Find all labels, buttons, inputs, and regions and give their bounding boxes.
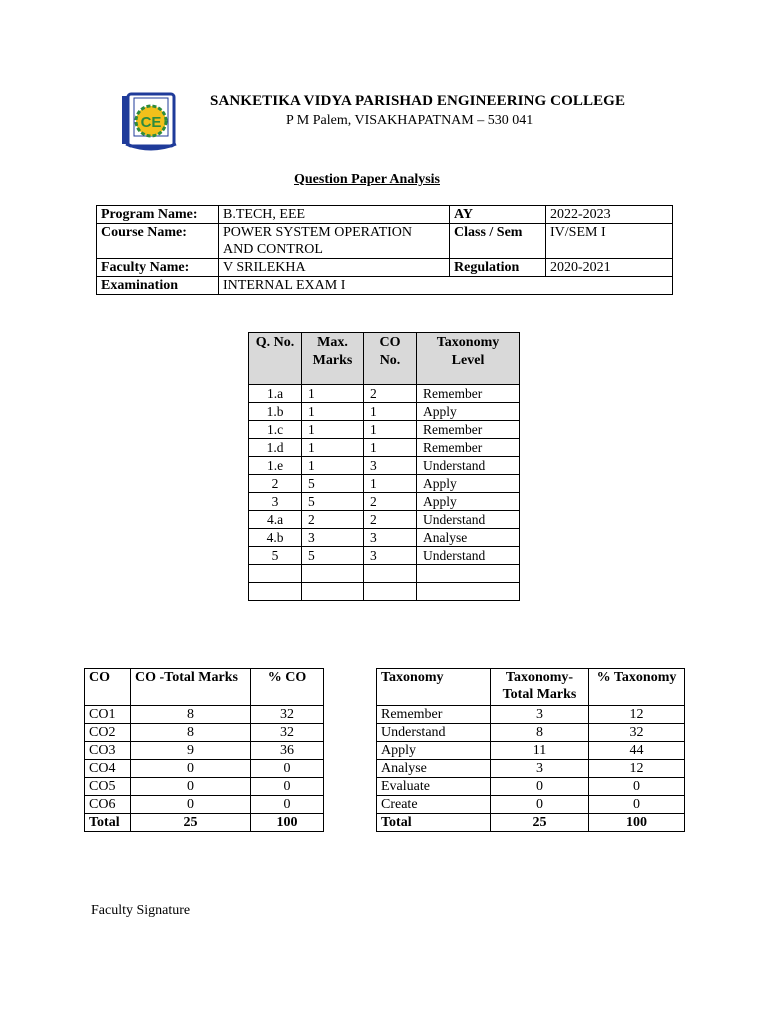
cell-q-no xyxy=(249,583,302,601)
question-row xyxy=(249,547,520,565)
cell-taxonomy-level: Understand xyxy=(417,457,520,475)
question-row xyxy=(249,565,520,583)
header-taxonomy: Taxonomy xyxy=(377,669,491,706)
header-percent-taxonomy: % Taxonomy xyxy=(589,669,685,706)
info-row xyxy=(97,259,673,277)
cell-co-no: 1 xyxy=(364,475,417,493)
question-row xyxy=(249,403,520,421)
cell-co: CO6 xyxy=(85,796,131,814)
cell-max-marks xyxy=(302,565,364,583)
cell-percent-taxonomy: 12 xyxy=(589,760,685,778)
cell-co-no: 3 xyxy=(364,547,417,565)
question-row xyxy=(249,421,520,439)
cell-percent-co: 36 xyxy=(251,742,324,760)
cell-co-no xyxy=(364,583,417,601)
cell-percent-taxonomy: 32 xyxy=(589,724,685,742)
cell-max-marks: 5 xyxy=(302,475,364,493)
header-co: CO xyxy=(85,669,131,706)
cell-taxonomy: Remember xyxy=(377,706,491,724)
cell-taxonomy: Analyse xyxy=(377,760,491,778)
cell-co: CO3 xyxy=(85,742,131,760)
question-row xyxy=(249,511,520,529)
cell-co-no xyxy=(364,565,417,583)
cell-max-marks xyxy=(302,583,364,601)
total-cell-co: Total xyxy=(85,814,131,832)
taxonomy-table-row xyxy=(377,778,685,796)
header-co-no: CO No. xyxy=(364,333,417,385)
class-label: Class / Sem xyxy=(450,224,546,259)
regulation-value: 2020-2021 xyxy=(546,259,673,277)
question-row xyxy=(249,457,520,475)
cell-co-total-marks: 0 xyxy=(131,760,251,778)
cell-q-no: 1.c xyxy=(249,421,302,439)
cell-taxonomy-level: Understand xyxy=(417,547,520,565)
cell-co-no: 1 xyxy=(364,403,417,421)
cell-taxonomy: Understand xyxy=(377,724,491,742)
cell-co-no: 3 xyxy=(364,529,417,547)
question-analysis-table xyxy=(248,332,520,601)
cell-q-no: 1.d xyxy=(249,439,302,457)
faculty-value: V SRILEKHA xyxy=(219,259,450,277)
cell-taxonomy-level: Remember xyxy=(417,385,520,403)
taxonomy-table-row xyxy=(377,706,685,724)
taxonomy-summary-table xyxy=(376,668,685,832)
faculty-signature-label: Faculty Signature xyxy=(91,903,191,918)
cell-co-total-marks: 9 xyxy=(131,742,251,760)
question-row xyxy=(249,529,520,547)
cell-q-no: 1.e xyxy=(249,457,302,475)
header-max-marks: Max. Marks xyxy=(302,333,364,385)
co-table-row xyxy=(85,778,324,796)
question-row xyxy=(249,439,520,457)
info-row xyxy=(97,224,673,259)
question-table-header xyxy=(249,333,520,385)
cell-max-marks: 2 xyxy=(302,511,364,529)
cell-percent-taxonomy: 0 xyxy=(589,796,685,814)
cell-taxonomy-level: Understand xyxy=(417,511,520,529)
cell-taxonomy-level: Apply xyxy=(417,403,520,421)
cell-percent-co: 0 xyxy=(251,778,324,796)
cell-percent-taxonomy: 12 xyxy=(589,706,685,724)
cell-co-no: 1 xyxy=(364,439,417,457)
co-table-header xyxy=(85,669,324,706)
logo-lettering: CE xyxy=(140,114,162,131)
header-percent-co: % CO xyxy=(251,669,324,706)
regulation-label: Regulation xyxy=(450,259,546,277)
cell-co-total-marks: 0 xyxy=(131,778,251,796)
cell-q-no: 4.b xyxy=(249,529,302,547)
taxonomy-table-row xyxy=(377,796,685,814)
cell-taxonomy: Create xyxy=(377,796,491,814)
cell-percent-taxonomy: 44 xyxy=(589,742,685,760)
total-cell-taxonomy: Total xyxy=(377,814,491,832)
total-cell-taxonomy-total-marks: 25 xyxy=(491,814,589,832)
exam-label: Examination xyxy=(97,277,219,295)
course-value: POWER SYSTEM OPERATION AND CONTROL xyxy=(219,224,450,259)
taxonomy-table-header xyxy=(377,669,685,706)
cell-co-no: 2 xyxy=(364,385,417,403)
cell-co-no: 1 xyxy=(364,421,417,439)
info-row xyxy=(97,277,673,295)
cell-q-no: 2 xyxy=(249,475,302,493)
total-cell-percent-taxonomy: 100 xyxy=(589,814,685,832)
course-info-table xyxy=(96,205,673,295)
cell-q-no: 3 xyxy=(249,493,302,511)
ay-label: AY xyxy=(450,206,546,224)
co-table-row xyxy=(85,742,324,760)
cell-taxonomy-level: Analyse xyxy=(417,529,520,547)
document-title: Question Paper Analysis xyxy=(294,172,440,187)
cell-percent-co: 32 xyxy=(251,724,324,742)
cell-percent-co: 32 xyxy=(251,706,324,724)
taxonomy-table-total-row xyxy=(377,814,685,832)
cell-co-total-marks: 8 xyxy=(131,724,251,742)
cell-max-marks: 1 xyxy=(302,385,364,403)
cell-max-marks: 1 xyxy=(302,457,364,475)
total-cell-co-total-marks: 25 xyxy=(131,814,251,832)
college-name: SANKETIKA VIDYA PARISHAD ENGINEERING COLLEGE xyxy=(210,93,626,109)
cell-co: CO5 xyxy=(85,778,131,796)
cell-co-no: 2 xyxy=(364,493,417,511)
course-label: Course Name: xyxy=(97,224,219,259)
cell-max-marks: 1 xyxy=(302,439,364,457)
cell-taxonomy-level: Remember xyxy=(417,421,520,439)
program-label: Program Name: xyxy=(97,206,219,224)
cell-taxonomy: Apply xyxy=(377,742,491,760)
cell-taxonomy-total-marks: 0 xyxy=(491,796,589,814)
total-cell-percent-co: 100 xyxy=(251,814,324,832)
cell-co: CO4 xyxy=(85,760,131,778)
cell-percent-co: 0 xyxy=(251,760,324,778)
cell-taxonomy-total-marks: 3 xyxy=(491,760,589,778)
cell-max-marks: 5 xyxy=(302,493,364,511)
co-table-row xyxy=(85,724,324,742)
question-row xyxy=(249,493,520,511)
cell-co-no: 3 xyxy=(364,457,417,475)
cell-taxonomy-level: Apply xyxy=(417,475,520,493)
cell-taxonomy-total-marks: 11 xyxy=(491,742,589,760)
faculty-label: Faculty Name: xyxy=(97,259,219,277)
cell-q-no: 1.b xyxy=(249,403,302,421)
header-co-total-marks: CO -Total Marks xyxy=(131,669,251,706)
college-logo xyxy=(120,92,182,156)
taxonomy-table-row xyxy=(377,760,685,778)
exam-value: INTERNAL EXAM I xyxy=(219,277,673,295)
cell-taxonomy-total-marks: 3 xyxy=(491,706,589,724)
college-address: P M Palem, VISAKHAPATNAM – 530 041 xyxy=(286,113,534,128)
cell-co-total-marks: 0 xyxy=(131,796,251,814)
co-summary-table xyxy=(84,668,324,832)
cell-taxonomy: Evaluate xyxy=(377,778,491,796)
cell-co-no: 2 xyxy=(364,511,417,529)
header-taxonomy-total-marks: Taxonomy- Total Marks xyxy=(491,669,589,706)
cell-taxonomy-level xyxy=(417,583,520,601)
ay-value: 2022-2023 xyxy=(546,206,673,224)
header-taxonomy-level: Taxonomy Level xyxy=(417,333,520,385)
cell-max-marks: 5 xyxy=(302,547,364,565)
taxonomy-table-row xyxy=(377,742,685,760)
cell-taxonomy-level xyxy=(417,565,520,583)
cell-co-total-marks: 8 xyxy=(131,706,251,724)
program-value: B.TECH, EEE xyxy=(219,206,450,224)
cell-taxonomy-level: Remember xyxy=(417,439,520,457)
question-row xyxy=(249,475,520,493)
cell-max-marks: 3 xyxy=(302,529,364,547)
cell-q-no: 4.a xyxy=(249,511,302,529)
info-row xyxy=(97,206,673,224)
question-row xyxy=(249,385,520,403)
cell-percent-taxonomy: 0 xyxy=(589,778,685,796)
question-row xyxy=(249,583,520,601)
co-table-total-row xyxy=(85,814,324,832)
cell-q-no: 5 xyxy=(249,547,302,565)
cell-taxonomy-total-marks: 0 xyxy=(491,778,589,796)
cell-max-marks: 1 xyxy=(302,403,364,421)
cell-percent-co: 0 xyxy=(251,796,324,814)
cell-q-no xyxy=(249,565,302,583)
co-table-row xyxy=(85,760,324,778)
cell-co: CO2 xyxy=(85,724,131,742)
cell-max-marks: 1 xyxy=(302,421,364,439)
co-table-row xyxy=(85,796,324,814)
co-table-row xyxy=(85,706,324,724)
cell-taxonomy-level: Apply xyxy=(417,493,520,511)
taxonomy-table-row xyxy=(377,724,685,742)
class-value: IV/SEM I xyxy=(546,224,673,259)
cell-q-no: 1.a xyxy=(249,385,302,403)
header-q-no: Q. No. xyxy=(249,333,302,385)
cell-co: CO1 xyxy=(85,706,131,724)
cell-taxonomy-total-marks: 8 xyxy=(491,724,589,742)
